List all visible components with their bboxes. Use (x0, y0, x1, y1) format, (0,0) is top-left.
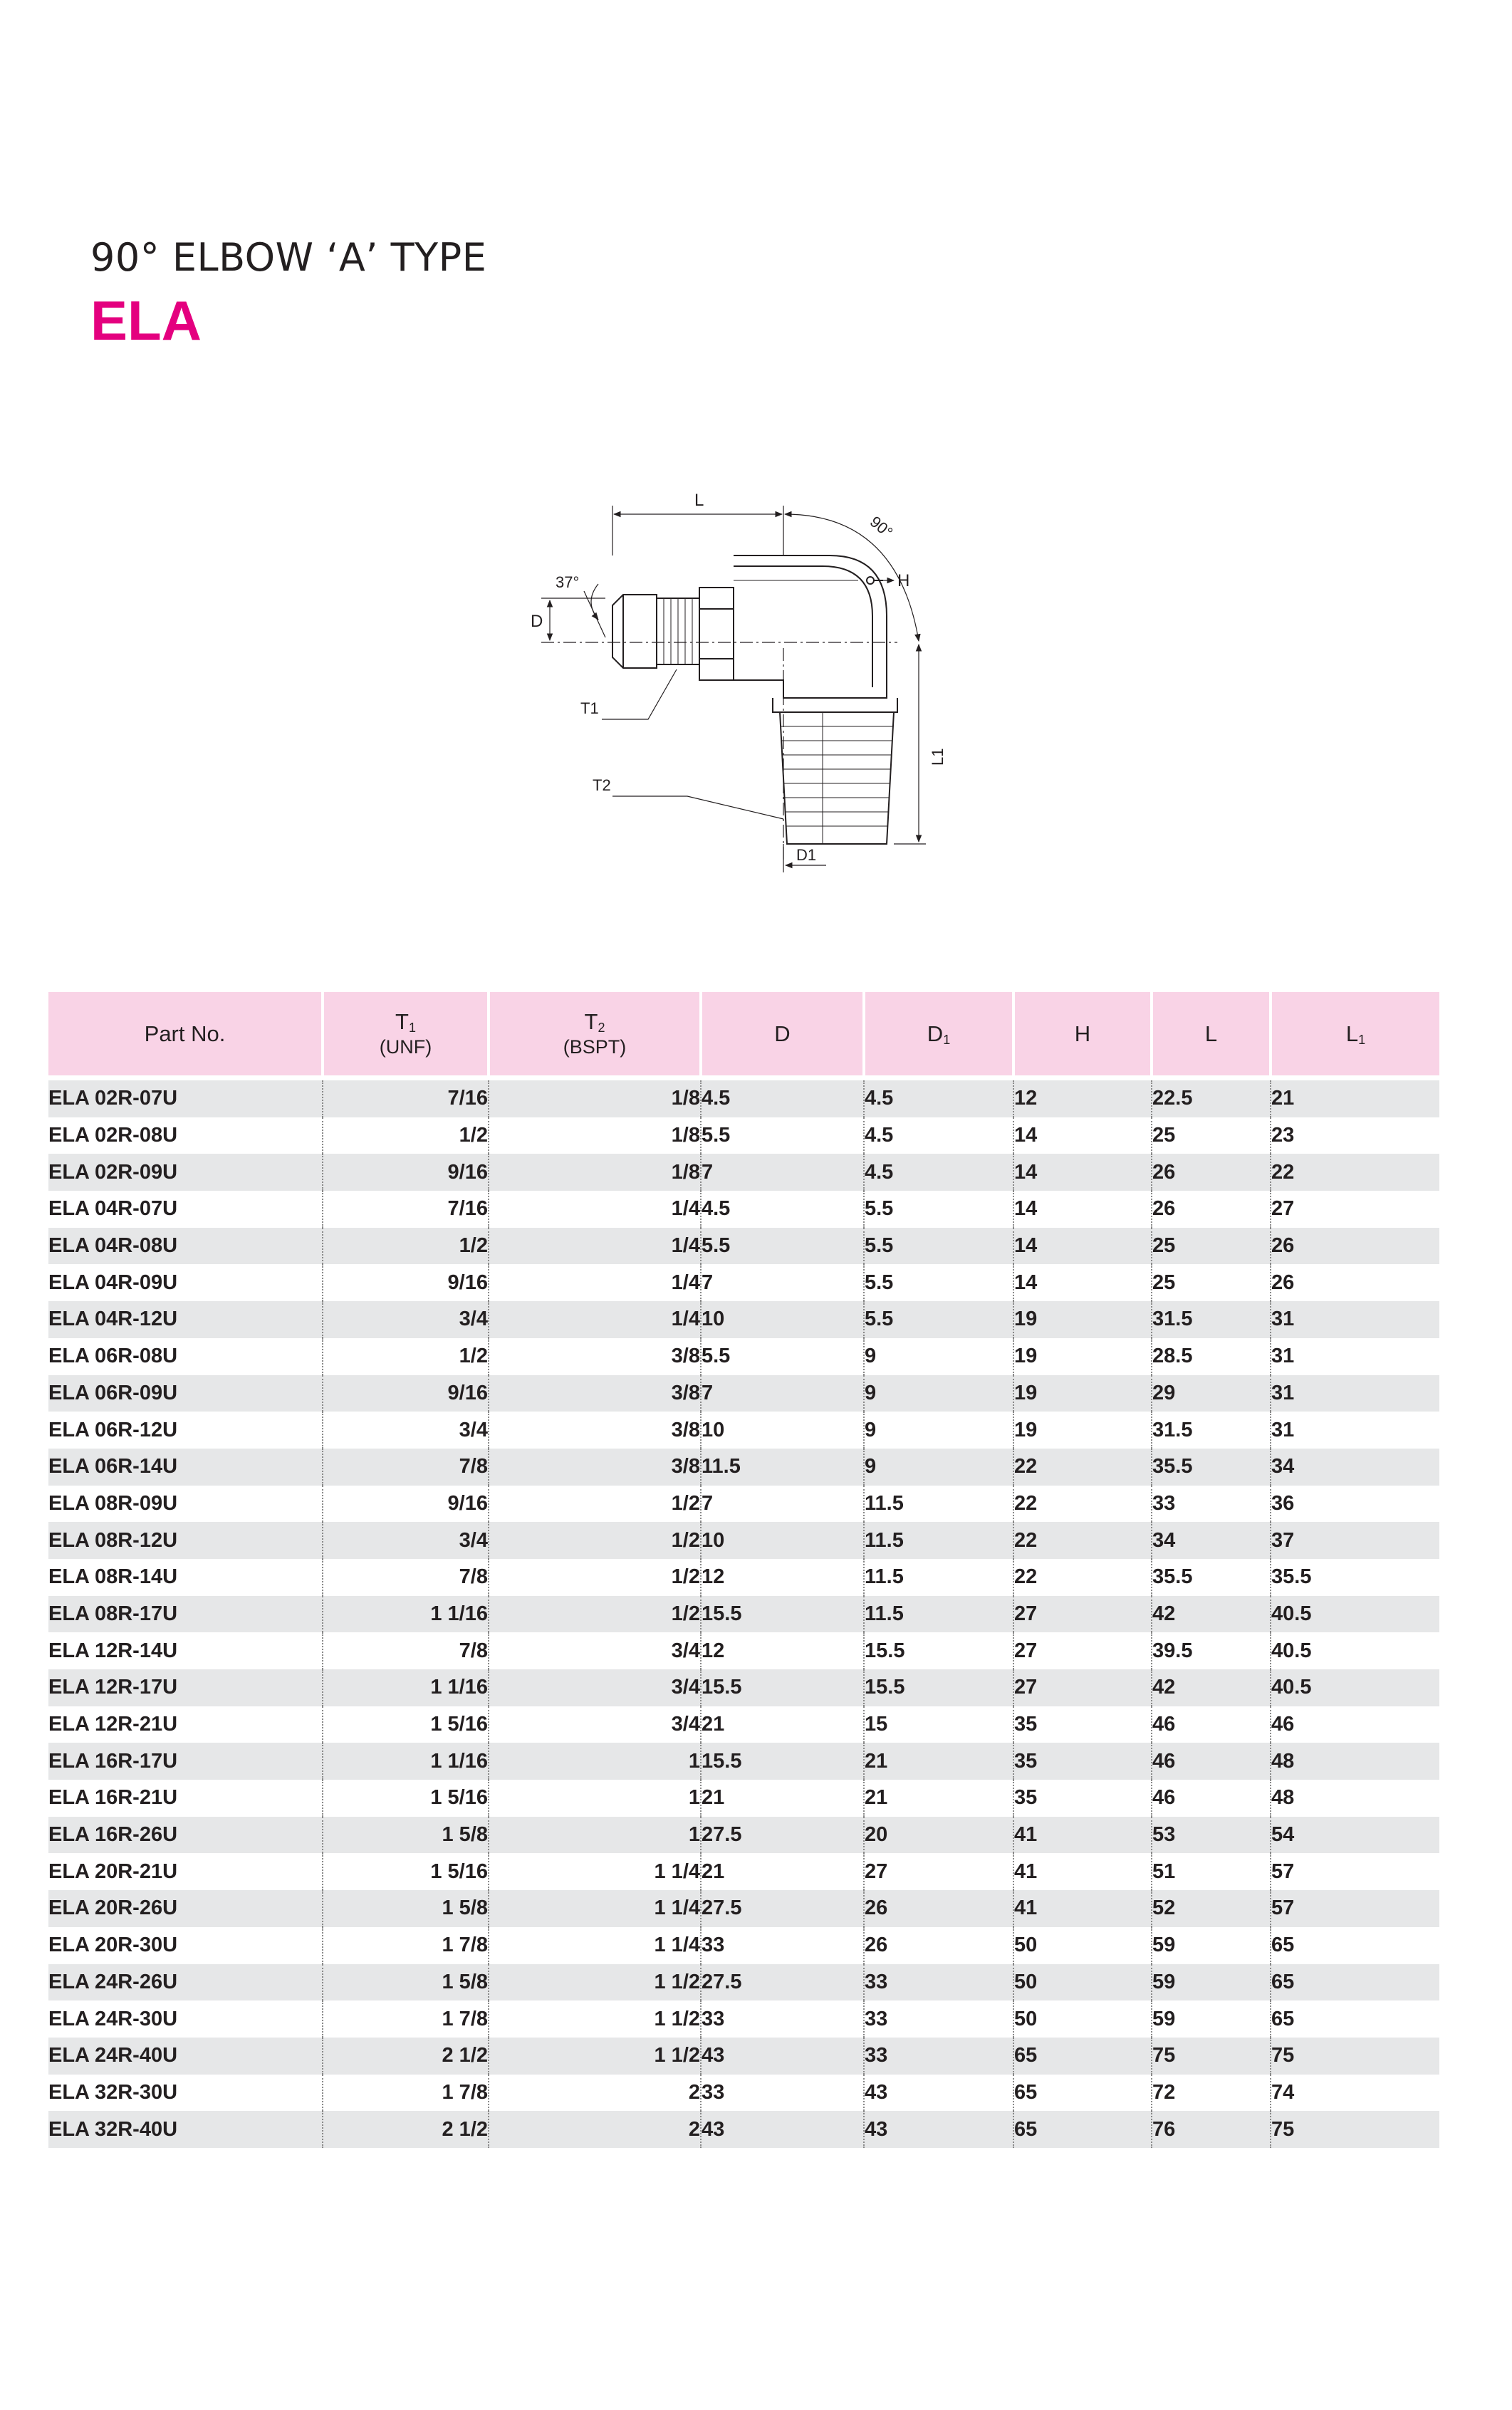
column-header-label: T (395, 1009, 409, 1034)
cell-d: 33 (701, 2000, 864, 2038)
table-row (48, 1449, 1439, 1486)
cell-t1: 1 5/16 (323, 1706, 489, 1743)
cell-l1: 54 (1271, 1817, 1439, 1854)
table-row (48, 2075, 1439, 2112)
cell-h: 41 (1013, 1817, 1152, 1854)
cell-d1: 20 (864, 1817, 1013, 1854)
cell-part: ELA 06R-14U (48, 1449, 323, 1486)
cell-d: 5.5 (701, 1338, 864, 1375)
cell-t2: 3/4 (489, 1669, 701, 1706)
cell-t1: 1 5/16 (323, 1853, 489, 1890)
cell-h: 14 (1013, 1228, 1152, 1265)
cell-d: 27.5 (701, 1890, 864, 1927)
cell-d1: 33 (864, 2038, 1013, 2075)
cell-d1: 5.5 (864, 1264, 1013, 1301)
product-title: ELA (90, 289, 202, 352)
cell-h: 19 (1013, 1412, 1152, 1449)
cell-h: 27 (1013, 1632, 1152, 1669)
cell-l1: 75 (1271, 2038, 1439, 2075)
cell-part: ELA 16R-21U (48, 1786, 178, 1810)
cell-l1: 48 (1271, 1780, 1439, 1817)
column-header-subscript: 1 (408, 1021, 416, 1035)
cell-t2: 3/8 (489, 1338, 701, 1375)
table-row (48, 1559, 1439, 1596)
cell-l: 25 (1152, 1264, 1271, 1301)
cell-t2: 1/4 (489, 1301, 701, 1338)
cell-t1: 1 1/16 (323, 1596, 489, 1633)
dim-label-l1: L1 (929, 748, 947, 766)
cell-part: ELA 02R-08U (48, 1124, 178, 1147)
cell-t2: 1 (489, 1817, 701, 1854)
column-header-subscript: 1 (1358, 1032, 1366, 1047)
cell-h: 19 (1013, 1301, 1152, 1338)
column-header-label: L (1204, 1021, 1218, 1046)
cell-l: 25 (1152, 1117, 1271, 1154)
cell-t2: 2 (489, 2075, 701, 2112)
cell-t1: 1/2 (323, 1117, 489, 1154)
cell-part: ELA 16R-17U (48, 1743, 323, 1780)
column-header-label: D (927, 1021, 944, 1046)
cell-d1: 9 (864, 1375, 1013, 1412)
cell-d1: 15 (864, 1706, 1013, 1743)
cell-h: 14 (1013, 1264, 1152, 1301)
cell-t2: 3/8 (489, 1449, 701, 1486)
cell-t2: 1 1/4 (489, 1853, 701, 1890)
column-header-l (1152, 992, 1271, 1078)
cell-d1: 33 (864, 2000, 1013, 2038)
cell-l: 72 (1152, 2075, 1271, 2112)
table-row (48, 1191, 1439, 1228)
cell-l: 46 (1152, 1780, 1271, 1817)
table-row (48, 1706, 1439, 1743)
cell-d: 27.5 (701, 1964, 864, 2001)
cell-t1: 9/16 (323, 1375, 489, 1412)
cell-h: 27 (1013, 1596, 1152, 1633)
table-row (48, 1596, 1439, 1633)
table-row (48, 1632, 1439, 1669)
cell-t1: 2 1/2 (323, 2038, 489, 2075)
dim-label-t2: T2 (593, 776, 611, 794)
table-row (48, 1078, 1439, 1117)
cell-part: ELA 16R-26U (48, 1817, 323, 1854)
cell-t1: 1 5/16 (323, 1780, 489, 1817)
cell-t1: 2 1/2 (323, 2111, 489, 2148)
cell-t2: 1/4 (489, 1264, 701, 1301)
cell-d1: 27 (864, 1853, 1013, 1890)
cell-d: 15.5 (701, 1596, 864, 1633)
cell-d1: 4.5 (864, 1078, 1013, 1117)
cell-d: 10 (701, 1301, 864, 1338)
cell-d1: 26 (864, 1927, 1013, 1964)
cell-l1: 31 (1271, 1375, 1439, 1412)
cell-d: 21 (701, 1706, 864, 1743)
cell-h: 14 (1013, 1154, 1152, 1191)
cell-d: 43 (701, 2038, 864, 2075)
table-body (48, 1078, 1439, 2148)
cell-l1: 40.5 (1271, 1632, 1439, 1669)
cell-d1: 5.5 (864, 1301, 1013, 1338)
cell-t2: 2 (489, 2111, 701, 2148)
table-header (48, 992, 1439, 1078)
cell-part: ELA 12R-14U (48, 1639, 178, 1662)
column-header-label: D (774, 1021, 791, 1046)
cell-d1: 4.5 (864, 1117, 1013, 1154)
cell-d1: 43 (864, 2111, 1013, 2148)
cell-l1: 27 (1271, 1191, 1439, 1228)
cell-l1: 31 (1271, 1412, 1439, 1449)
column-header-subscript: 2 (598, 1021, 605, 1035)
cell-h: 19 (1013, 1375, 1152, 1412)
column-header-label: Part No. (144, 1021, 226, 1046)
cell-d1: 43 (864, 2075, 1013, 2112)
cell-l1: 46 (1271, 1706, 1439, 1743)
cell-part: ELA 04R-09U (48, 1271, 178, 1294)
cell-h: 41 (1013, 1853, 1152, 1890)
column-header-t1 (323, 992, 489, 1078)
cell-part: ELA 12R-21U (48, 1713, 178, 1736)
cell-d: 10 (701, 1412, 864, 1449)
dimensions-table (48, 992, 1439, 2148)
cell-t2: 3/4 (489, 1632, 701, 1669)
cell-h: 27 (1013, 1669, 1152, 1706)
cell-l1: 36 (1271, 1486, 1439, 1523)
cell-l: 22.5 (1152, 1078, 1271, 1117)
cell-l1: 40.5 (1271, 1596, 1439, 1633)
cell-d1: 9 (864, 1449, 1013, 1486)
cell-t1: 3/4 (323, 1301, 489, 1338)
cell-d: 7 (701, 1486, 864, 1523)
cell-t1: 1/2 (323, 1338, 489, 1375)
cell-t2: 1 1/2 (489, 2038, 701, 2075)
cell-t2: 1/2 (489, 1486, 701, 1523)
cell-l1: 23 (1271, 1117, 1439, 1154)
cell-l1: 31 (1271, 1301, 1439, 1338)
cell-d1: 11.5 (864, 1486, 1013, 1523)
cell-d1: 4.5 (864, 1154, 1013, 1191)
cell-l1: 57 (1271, 1853, 1439, 1890)
table-row (48, 1780, 1439, 1817)
cell-h: 50 (1013, 2000, 1152, 2038)
cell-l: 59 (1152, 1964, 1271, 2001)
cell-l1: 40.5 (1271, 1669, 1439, 1706)
cell-l1: 74 (1271, 2075, 1439, 2112)
cell-d: 4.5 (701, 1191, 864, 1228)
cell-part: ELA 32R-30U (48, 2080, 178, 2104)
cell-l: 76 (1152, 2111, 1271, 2148)
table-row (48, 1890, 1439, 1927)
cell-t2: 1/4 (489, 1191, 701, 1228)
cell-part: ELA 24R-26U (48, 1964, 323, 2001)
cell-t2: 1/2 (489, 1559, 701, 1596)
cell-d1: 9 (864, 1338, 1013, 1375)
cell-d: 15.5 (701, 1669, 864, 1706)
cell-d1: 21 (864, 1743, 1013, 1780)
table-row (48, 1154, 1439, 1191)
cell-l1: 65 (1271, 1927, 1439, 1964)
cell-d1: 5.5 (864, 1191, 1013, 1228)
column-header-l1 (1271, 992, 1439, 1078)
cell-t1: 1 5/8 (323, 1964, 489, 2001)
table-row (48, 1964, 1439, 2001)
cell-part: ELA 06R-12U (48, 1418, 178, 1441)
cell-t2: 1 1/2 (489, 1964, 701, 2001)
cell-d: 27.5 (701, 1817, 864, 1854)
cell-h: 14 (1013, 1191, 1152, 1228)
cell-l: 42 (1152, 1596, 1271, 1633)
table-row (48, 1853, 1439, 1890)
table-row (48, 1743, 1439, 1780)
table-row (48, 1522, 1439, 1559)
cell-part: ELA 12R-17U (48, 1669, 323, 1706)
cell-t2: 1/8 (489, 1117, 701, 1154)
cell-h: 50 (1013, 1927, 1152, 1964)
cell-d: 4.5 (701, 1078, 864, 1117)
cell-d: 7 (701, 1154, 864, 1191)
cell-t2: 1/8 (489, 1154, 701, 1191)
cell-d1: 33 (864, 1964, 1013, 2001)
dim-label-l: L (694, 491, 704, 510)
cell-d1: 11.5 (864, 1596, 1013, 1633)
cell-h: 22 (1013, 1559, 1152, 1596)
cell-l: 35.5 (1152, 1449, 1271, 1486)
cell-h: 65 (1013, 2111, 1152, 2148)
cell-t2: 1/2 (489, 1596, 701, 1633)
cell-l: 53 (1152, 1817, 1271, 1854)
cell-t1: 1 7/8 (323, 1927, 489, 1964)
cell-part: ELA 20R-30U (48, 1934, 178, 1957)
column-header-unit: (UNF) (379, 1036, 432, 1058)
cell-t1: 7/8 (323, 1559, 489, 1596)
cell-d: 21 (701, 1853, 864, 1890)
cell-l: 75 (1152, 2038, 1271, 2075)
dim-label-h: H (897, 571, 910, 590)
cell-h: 41 (1013, 1890, 1152, 1927)
cell-part: ELA 04R-12U (48, 1301, 323, 1338)
cell-t1: 3/4 (323, 1522, 489, 1559)
cell-l1: 26 (1271, 1228, 1439, 1265)
cell-t1: 1 5/8 (323, 1817, 489, 1854)
cell-h: 50 (1013, 1964, 1152, 2001)
column-header-d (701, 992, 864, 1078)
column-header-part (48, 992, 323, 1078)
cell-d: 43 (701, 2111, 864, 2148)
cell-t1: 1 1/16 (323, 1743, 489, 1780)
dim-label-d: D (531, 612, 543, 631)
cell-l: 25 (1152, 1228, 1271, 1265)
cell-l: 42 (1152, 1669, 1271, 1706)
column-header-label: T (584, 1009, 598, 1034)
cell-d: 12 (701, 1559, 864, 1596)
column-header-label: L (1345, 1021, 1359, 1046)
cell-l1: 37 (1271, 1522, 1439, 1559)
table-row (48, 2038, 1439, 2075)
cell-part: ELA 08R-09U (48, 1491, 178, 1515)
cell-t2: 1 1/4 (489, 1890, 701, 1927)
cell-l: 31.5 (1152, 1301, 1271, 1338)
cell-t2: 3/8 (489, 1412, 701, 1449)
table-row (48, 1927, 1439, 1964)
table-row (48, 2000, 1439, 2038)
column-header-unit: (BSPT) (563, 1036, 627, 1058)
cell-t1: 9/16 (323, 1264, 489, 1301)
column-header-subscript: 1 (943, 1032, 951, 1047)
cell-h: 12 (1013, 1078, 1152, 1117)
table-row (48, 1817, 1439, 1854)
cell-d1: 9 (864, 1412, 1013, 1449)
cell-h: 19 (1013, 1338, 1152, 1375)
table-row (48, 1338, 1439, 1375)
cell-l1: 48 (1271, 1743, 1439, 1780)
cell-t1: 1/2 (323, 1228, 489, 1265)
cell-h: 14 (1013, 1117, 1152, 1154)
cell-l: 46 (1152, 1706, 1271, 1743)
cell-d: 15.5 (701, 1743, 864, 1780)
cell-part: ELA 20R-21U (48, 1859, 178, 1883)
cell-d1: 5.5 (864, 1228, 1013, 1265)
cell-t1: 9/16 (323, 1486, 489, 1523)
cell-l1: 65 (1271, 2000, 1439, 2038)
cell-l1: 34 (1271, 1449, 1439, 1486)
cell-d: 12 (701, 1632, 864, 1669)
cell-part: ELA 02R-09U (48, 1154, 323, 1191)
cell-h: 65 (1013, 2075, 1152, 2112)
cell-t2: 3/4 (489, 1706, 701, 1743)
cell-part: ELA 04R-08U (48, 1228, 323, 1265)
cell-t2: 3/8 (489, 1375, 701, 1412)
cell-l: 31.5 (1152, 1412, 1271, 1449)
cell-part: ELA 08R-12U (48, 1522, 323, 1559)
column-header-t2 (489, 992, 701, 1078)
cell-part: ELA 24R-40U (48, 2038, 323, 2075)
cell-t1: 7/8 (323, 1632, 489, 1669)
cell-l1: 21 (1271, 1078, 1439, 1117)
cell-d1: 15.5 (864, 1632, 1013, 1669)
cell-l1: 26 (1271, 1264, 1439, 1301)
cell-d: 5.5 (701, 1228, 864, 1265)
table-row (48, 1412, 1439, 1449)
cell-l1: 65 (1271, 1964, 1439, 2001)
cell-h: 35 (1013, 1706, 1152, 1743)
cell-d1: 11.5 (864, 1522, 1013, 1559)
cell-l: 51 (1152, 1853, 1271, 1890)
dim-label-angle-37: 37° (556, 573, 580, 591)
cell-l: 35.5 (1152, 1559, 1271, 1596)
cell-part: ELA 06R-08U (48, 1345, 178, 1368)
cell-h: 22 (1013, 1522, 1152, 1559)
cell-part: ELA 04R-07U (48, 1197, 178, 1221)
cell-l1: 31 (1271, 1338, 1439, 1375)
cell-d1: 15.5 (864, 1669, 1013, 1706)
cell-t2: 1/4 (489, 1228, 701, 1265)
cell-t2: 1/8 (489, 1078, 701, 1117)
cell-part: ELA 20R-26U (48, 1890, 323, 1927)
cell-part: ELA 32R-40U (48, 2111, 323, 2148)
cell-d: 33 (701, 2075, 864, 2112)
cell-t1: 7/16 (323, 1078, 489, 1117)
cell-d1: 21 (864, 1780, 1013, 1817)
cell-h: 35 (1013, 1780, 1152, 1817)
cell-t1: 9/16 (323, 1154, 489, 1191)
cell-t2: 1 1/4 (489, 1927, 701, 1964)
cell-t2: 1 (489, 1743, 701, 1780)
cell-part: ELA 24R-30U (48, 2007, 178, 2030)
cell-h: 35 (1013, 1743, 1152, 1780)
dim-label-d1: D1 (796, 846, 817, 864)
cell-t1: 1 1/16 (323, 1669, 489, 1706)
cell-l1: 57 (1271, 1890, 1439, 1927)
cell-part: ELA 08R-17U (48, 1596, 323, 1633)
cell-l: 26 (1152, 1191, 1271, 1228)
cell-t2: 1/2 (489, 1522, 701, 1559)
column-header-label: H (1074, 1021, 1091, 1046)
product-subtitle: 90° ELBOW ‘A’ TYPE (90, 235, 487, 280)
cell-l: 52 (1152, 1890, 1271, 1927)
cell-h: 22 (1013, 1486, 1152, 1523)
table-row (48, 1117, 1439, 1154)
table-row (48, 1375, 1439, 1412)
table-row (48, 1486, 1439, 1523)
cell-l: 59 (1152, 1927, 1271, 1964)
cell-t2: 1 (489, 1780, 701, 1817)
cell-d: 10 (701, 1522, 864, 1559)
cell-t1: 7/8 (323, 1449, 489, 1486)
cell-t1: 1 7/8 (323, 2000, 489, 2038)
dim-label-angle-90: 90° (866, 512, 897, 542)
cell-part: ELA 08R-14U (48, 1565, 178, 1589)
table-row (48, 2111, 1439, 2148)
cell-t1: 3/4 (323, 1412, 489, 1449)
cell-t2: 1 1/2 (489, 2000, 701, 2038)
cell-d: 33 (701, 1927, 864, 1964)
column-header-d1 (864, 992, 1013, 1078)
cell-l: 39.5 (1152, 1632, 1271, 1669)
cell-l: 29 (1152, 1375, 1271, 1412)
cell-l: 28.5 (1152, 1338, 1271, 1375)
cell-l1: 75 (1271, 2111, 1439, 2148)
cell-d: 5.5 (701, 1117, 864, 1154)
column-header-h (1013, 992, 1152, 1078)
cell-t1: 1 5/8 (323, 1890, 489, 1927)
dim-label-t1: T1 (580, 699, 599, 717)
cell-l: 33 (1152, 1486, 1271, 1523)
cell-l: 46 (1152, 1743, 1271, 1780)
cell-h: 65 (1013, 2038, 1152, 2075)
elbow-fitting-drawing (499, 484, 961, 883)
cell-d1: 26 (864, 1890, 1013, 1927)
cell-part: ELA 02R-07U (48, 1078, 323, 1117)
table-row (48, 1669, 1439, 1706)
table-row (48, 1264, 1439, 1301)
cell-d1: 11.5 (864, 1559, 1013, 1596)
cell-l: 26 (1152, 1154, 1271, 1191)
table-row (48, 1228, 1439, 1265)
cell-d: 7 (701, 1375, 864, 1412)
cell-d: 21 (701, 1780, 864, 1817)
cell-d: 11.5 (701, 1449, 864, 1486)
cell-part: ELA 06R-09U (48, 1375, 323, 1412)
table-row (48, 1301, 1439, 1338)
cell-d: 7 (701, 1264, 864, 1301)
cell-l1: 35.5 (1271, 1559, 1439, 1596)
cell-l: 34 (1152, 1522, 1271, 1559)
cell-l: 59 (1152, 2000, 1271, 2038)
cell-l1: 22 (1271, 1154, 1439, 1191)
cell-t1: 7/16 (323, 1191, 489, 1228)
cell-t1: 1 7/8 (323, 2075, 489, 2112)
cell-h: 22 (1013, 1449, 1152, 1486)
